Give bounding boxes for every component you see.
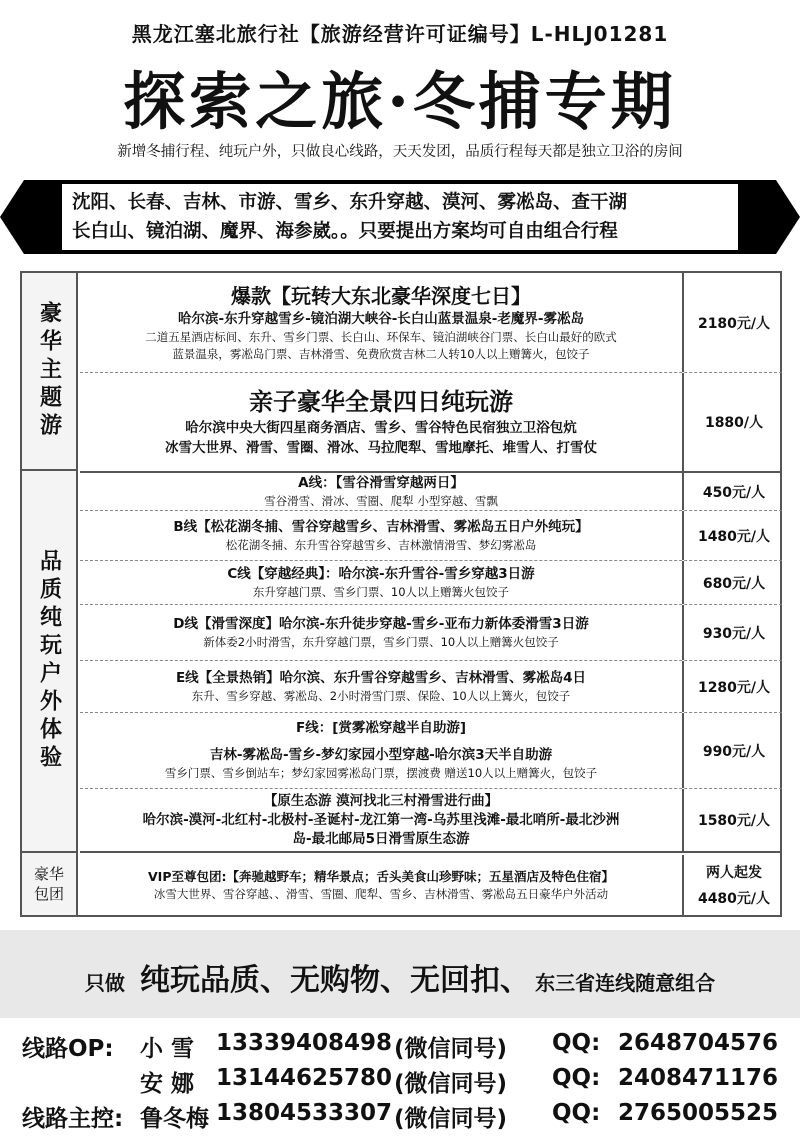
slogan-main: 纯玩品质、无购物、无回扣、 <box>140 963 530 998</box>
row-price: 1280元/人 <box>697 679 771 696</box>
table-row <box>80 855 782 915</box>
row-detail: 松花湖冬捕、东升雪谷穿越雪乡、吉林激情滑雪、梦幻雾凇岛 <box>225 537 537 552</box>
table-row <box>80 511 782 561</box>
row-price: 2180元/人 <box>697 315 771 332</box>
row-route: 吉林-雾凇岛-雪乡-梦幻家园小型穿越-哈尔滨3天半自助游 <box>209 747 553 763</box>
row-price: 450元/人 <box>702 484 766 501</box>
price-value: 4480元/人 <box>697 891 771 907</box>
table-row <box>80 373 782 471</box>
table-row <box>80 273 782 373</box>
destination-box <box>62 184 738 250</box>
row-title: C线【穿越经典】：哈尔滨-东升雪谷-雪乡穿越3日游 <box>227 565 535 582</box>
contact-qq[interactable]: 2648704576 <box>618 1030 779 1056</box>
contact-qq[interactable]: 2765005525 <box>618 1100 779 1126</box>
subtitle: 新增冬捕行程、纯玩户外，只做良心线路，天天发团，品质行程每天都是独立卫浴的房间 <box>117 144 683 160</box>
title-block <box>0 52 800 141</box>
contact-qq-label: QQ: <box>552 1065 601 1091</box>
contact-name: 鲁冬梅 <box>140 1106 209 1132</box>
contact-wechat-note: (微信同号) <box>394 1071 508 1097</box>
row-price: 1580元/人 <box>697 813 771 829</box>
row-description <box>80 713 684 788</box>
category-luxury-label: 豪华主题游 <box>36 301 62 441</box>
row-price: 680元/人 <box>702 575 766 592</box>
table-row <box>80 605 782 661</box>
slogan <box>0 955 800 999</box>
row-detail: 东升、雪乡穿越、雾凇岛、2小时滑雪门票、保险、10人以上篝火，包饺子 <box>191 688 571 703</box>
category-quality-label: 品质纯玩户外体验 <box>36 549 62 773</box>
row-description <box>80 473 684 510</box>
row-detail: 蓝景温泉，雾凇岛门票、吉林滑雪、免费欣赏吉林二人转10人以上赠篝火，包饺子 <box>172 346 590 361</box>
row-route: 哈尔滨-漠河-北红村-北极村-圣诞村-龙江第一湾-乌苏里浅滩-最北哨所-最北沙洲 <box>142 811 620 828</box>
slogan-lead: 只做 <box>84 971 125 995</box>
contact-phone[interactable]: 13804533307 <box>216 1100 393 1126</box>
row-detail: 冰雪大世界、雪谷穿越、、滑雪、雪圈、爬犁、雪乡、吉林滑雪、雾凇岛五日豪华户外活动 <box>153 887 609 901</box>
row-title: D线【滑雪深度】哈尔滨-东升徒步穿越-雪乡-亚布力新体委滑雪3日游 <box>173 615 589 632</box>
contact-name: 小 雪 <box>140 1036 195 1062</box>
contact-wechat-note: (微信同号) <box>394 1036 508 1062</box>
row-title: 亲子豪华全景四日纯玩游 <box>249 387 513 416</box>
row-detail: 二道五星酒店标间、东升、雪乡门票、长白山、环保车、镜泊湖峡谷门票、长白山最好的欧式 <box>145 329 617 344</box>
row-description <box>80 511 684 560</box>
row-detail: 雪谷滑雪、滑冰、雪圈、爬犁 小型穿越、雪飘 <box>264 493 498 508</box>
table-row <box>80 661 782 713</box>
category-vip <box>22 853 78 915</box>
category-vip-line-2: 包团 <box>33 885 64 903</box>
contact-row <box>22 1100 792 1135</box>
contact-role: 线路OP: <box>22 1036 114 1062</box>
contact-wechat-note: (微信同号) <box>394 1106 508 1132</box>
contact-qq-label: QQ: <box>552 1100 601 1126</box>
row-detail: 雪乡门票、雪乡倒站车；梦幻家园雾凇岛门票，摆渡费 赠送10人以上赠篝火，包饺子 <box>164 766 598 780</box>
row-price: 1480元/人 <box>697 528 771 545</box>
slogan-tail: 东三省连线随意组合 <box>535 971 716 995</box>
row-description <box>80 373 684 471</box>
contact-phone[interactable]: 13144625780 <box>216 1065 393 1091</box>
row-description <box>80 789 684 851</box>
row-title: VIP至尊包团:【奔驰越野车；精华景点；舌头美食山珍野味；五星酒店及特色住宿】 <box>148 869 614 884</box>
row-description <box>80 661 684 712</box>
contact-name: 安 娜 <box>140 1071 195 1097</box>
row-title: 爆款【玩转大东北豪华深度七日】 <box>231 283 531 308</box>
table-row <box>80 471 782 511</box>
contact-row <box>22 1065 792 1100</box>
row-title: F线：[赏雾凇穿越半自助游] <box>295 720 467 736</box>
row-title: E线【全景热销】哈尔滨、东升雪谷穿越雪乡、吉林滑雪、雾凇岛4日 <box>175 669 587 686</box>
row-route: 哈尔滨中央大街四星商务酒店、雪乡、雪谷特色民宿独立卫浴包炕 <box>185 420 577 436</box>
row-detail: 东升穿越门票、雪乡门票、10人以上赠篝火包饺子 <box>252 584 510 599</box>
row-title: 【原生态游 漠河找北三村滑雪进行曲】 <box>263 792 499 809</box>
table-row <box>80 789 782 853</box>
row-title: A线：【雪谷滑雪穿越两日】 <box>298 474 464 491</box>
row-price: 990元/人 <box>702 743 766 760</box>
category-quality <box>22 471 78 853</box>
contact-role: 线路主控: <box>22 1106 124 1132</box>
destination-line-2: 长白山、镜泊湖、魔界、海参崴。。只要提出方案均可自由组合行程 <box>72 221 618 242</box>
row-title: B线【松花湖冬捕、雪谷穿越雪乡、吉林滑雪、雾凇岛五日户外纯玩】 <box>173 518 589 535</box>
agency-license: 黑龙江塞北旅行社【旅游经营许可证编号】L-HLJ01281 <box>131 22 669 46</box>
row-price <box>686 855 782 915</box>
contact-qq[interactable]: 2408471176 <box>618 1065 779 1091</box>
row-route: 哈尔滨-东升穿越雪乡-镜泊湖大峡谷-长白山蓝景温泉-老魔界-雾凇岛 <box>177 310 584 327</box>
contact-phone[interactable]: 13339408498 <box>216 1030 393 1056</box>
row-price: 930元/人 <box>702 625 766 642</box>
table-row <box>80 713 782 789</box>
row-detail: 新体委2小时滑雪，东升穿越门票，雪乡门票、10人以上赠篝火包饺子 <box>203 634 559 649</box>
table-row <box>80 561 782 605</box>
row-description <box>80 855 684 915</box>
row-description <box>80 273 684 372</box>
contact-qq-label: QQ: <box>552 1030 601 1056</box>
row-description <box>80 605 684 660</box>
category-vip-line-1: 豪华 <box>33 865 64 883</box>
page-title: 探索之旅·冬捕专期 <box>123 65 677 138</box>
row-route: 岛-最北邮局5日滑雪原生态游 <box>292 830 470 847</box>
contacts <box>22 1030 792 1135</box>
category-luxury <box>22 273 78 471</box>
row-detail: 冰雪大世界、滑雪、雪圈、滑冰、马拉爬犁、雪地摩托、堆雪人、打雪仗 <box>165 440 597 456</box>
row-price: 1880/人 <box>704 415 764 431</box>
price-note: 两人起发 <box>706 865 762 881</box>
itinerary-table <box>20 271 782 917</box>
destination-line-1: 沈阳、长春、吉林、市游、雪乡、东升穿越、漠河、雾凇岛、查干湖 <box>72 192 628 213</box>
row-description <box>80 561 684 604</box>
contact-row <box>22 1030 792 1065</box>
